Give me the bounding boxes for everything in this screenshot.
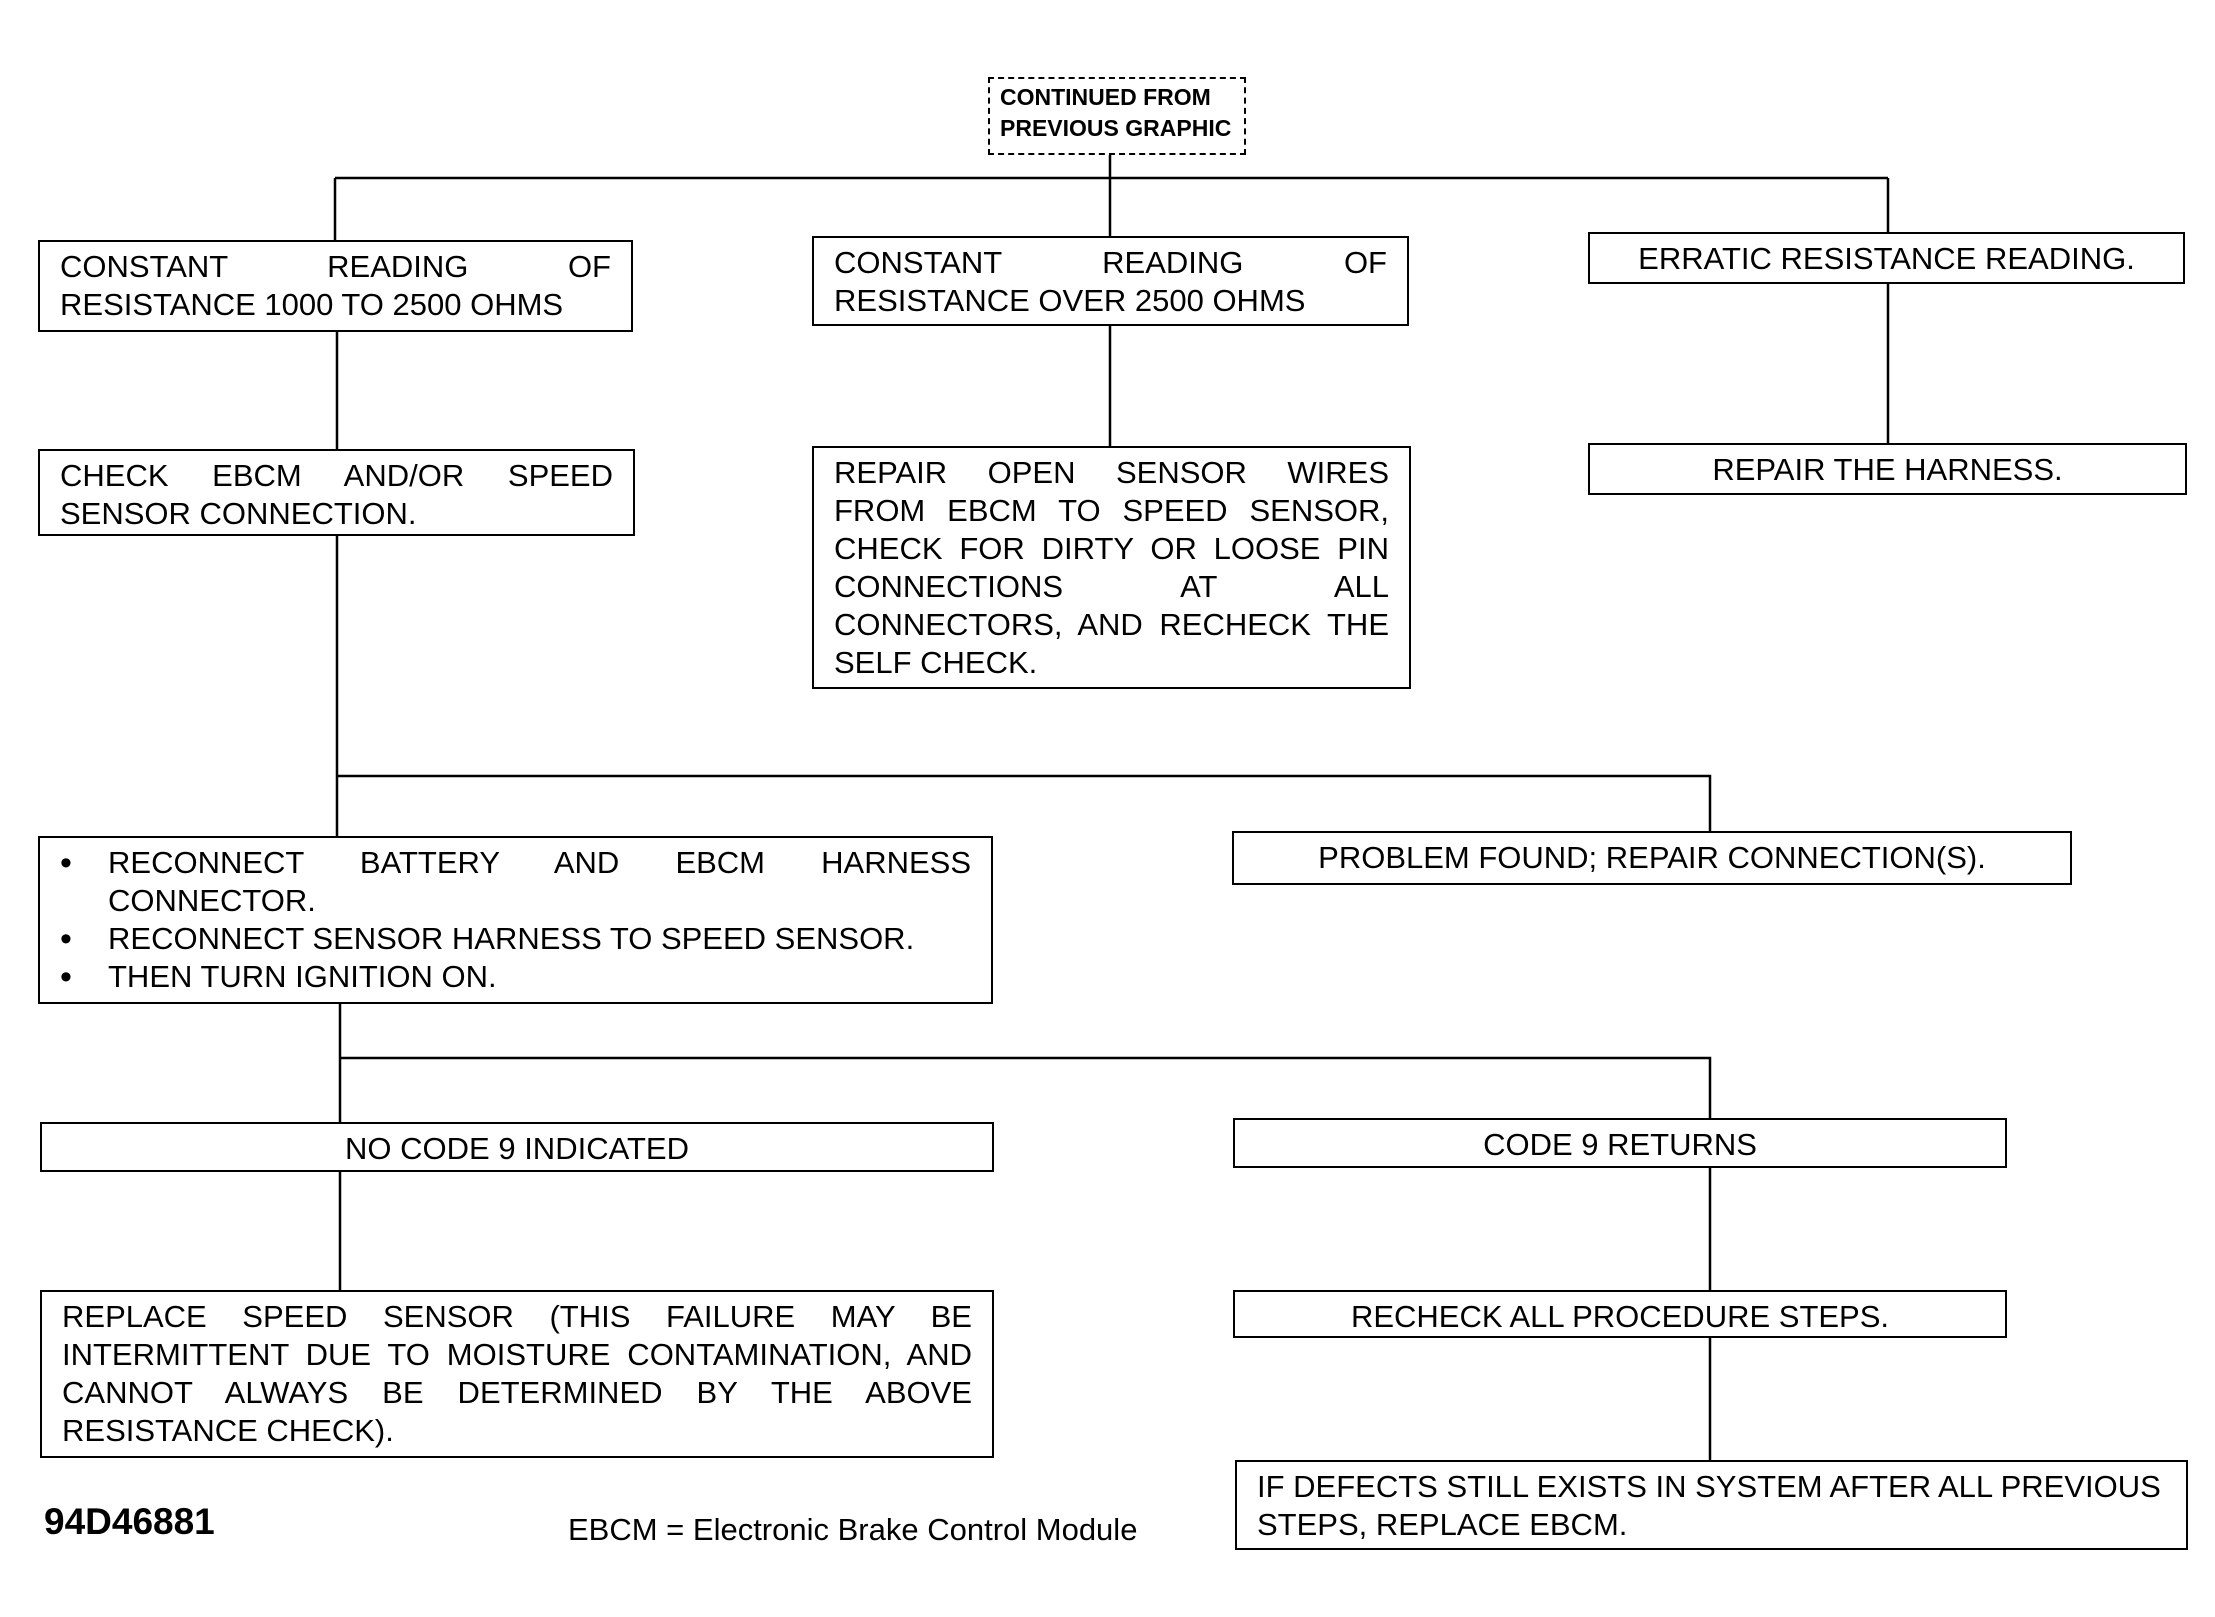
step-ignition-on: • THEN TURN IGNITION ON. bbox=[60, 958, 971, 996]
box-recheck-steps: RECHECK ALL PROCEDURE STEPS. bbox=[1233, 1290, 2007, 1338]
line-left-split-2 bbox=[340, 1004, 1710, 1122]
box-replace-ebcm: IF DEFECTS STILL EXISTS IN SYSTEM AFTER ALL PREVIOUS STEPS, REPLACE EBCM. bbox=[1235, 1460, 2188, 1550]
continued-from-previous-box: CONTINUED FROM PREVIOUS GRAPHIC bbox=[988, 77, 1246, 155]
step-reconnect-sensor: • RECONNECT SENSOR HARNESS TO SPEED SENSOR. bbox=[60, 920, 971, 958]
box-check-connection: CHECK EBCM AND/OR SPEED SENSOR CONNECTION. bbox=[38, 449, 635, 536]
box-constant-1000-2500: CONSTANT READING OF RESISTANCE 1000 TO 2500 OHMS bbox=[38, 240, 633, 332]
step-reconnect-battery: • RECONNECT BATTERY AND EBCM HARNESS CONNECTOR. bbox=[60, 844, 971, 920]
line-top-split bbox=[335, 155, 1888, 240]
figure-id: 94D46881 bbox=[44, 1501, 215, 1542]
box-repair-harness: REPAIR THE HARNESS. bbox=[1588, 443, 2187, 495]
box-erratic-reading: ERRATIC RESISTANCE READING. bbox=[1588, 232, 2185, 284]
ebcm-legend: EBCM = Electronic Brake Control Module bbox=[568, 1512, 1138, 1547]
box-replace-speed-sensor: REPLACE SPEED SENSOR (THIS FAILURE MAY BE INTERMITTENT DUE TO MOISTURE CONTAMINATION, AND CANNOT ALWAYS BE DETERMINED BY THE ABOVE RESISTANCE CHECK). bbox=[40, 1290, 994, 1458]
box-repair-open-wires: REPAIR OPEN SENSOR WIRES FROM EBCM TO SPEED SENSOR, CHECK FOR DIRTY OR LOOSE PIN CONNECTIONS AT ALL CONNECTORS, AND RECHECK THE SELF CHECK. bbox=[812, 446, 1411, 689]
box-code-9-returns: CODE 9 RETURNS bbox=[1233, 1118, 2007, 1168]
box-no-code-9: NO CODE 9 INDICATED bbox=[40, 1122, 994, 1172]
box-constant-over-2500: CONSTANT READING OF RESISTANCE OVER 2500 OHMS bbox=[812, 236, 1409, 326]
box-reconnect-steps bbox=[38, 836, 993, 1004]
box-problem-found: PROBLEM FOUND; REPAIR CONNECTION(S). bbox=[1232, 831, 2072, 885]
